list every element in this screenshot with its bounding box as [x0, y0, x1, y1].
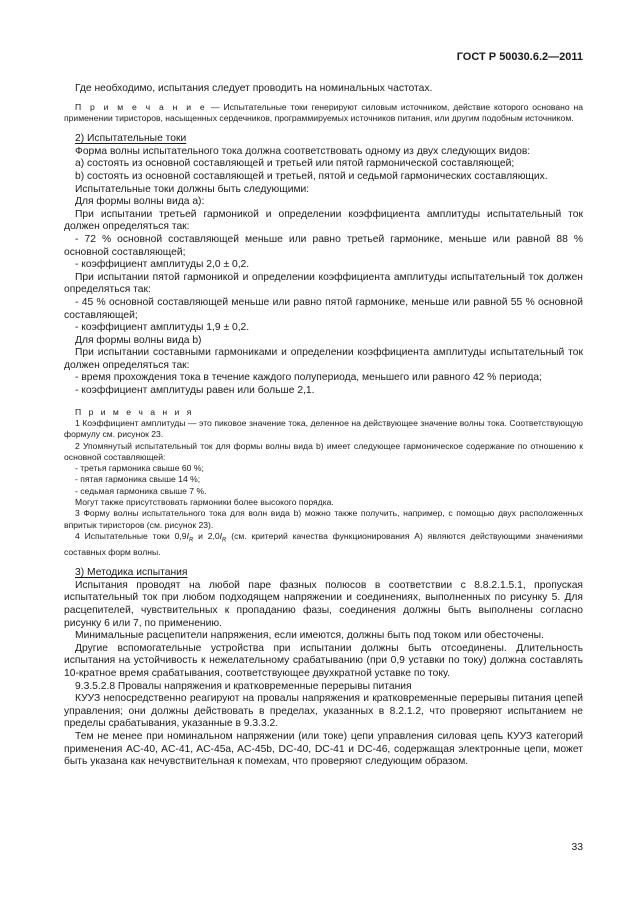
note-label: П р и м е ч а н и е — [75, 101, 208, 112]
paragraph: a) состоять из основной составляющей и третьей или пятой гармонической составляющей; — [75, 158, 515, 170]
note-text: (см. критерий качества функционирования А) являются действующими значениями составных форм волны. — [64, 530, 583, 557]
page-number: 33 — [571, 842, 583, 853]
section-heading-test-method — [64, 567, 583, 580]
current-symbol: I — [186, 530, 189, 541]
note-list-item: Могут также присутствовать гармоники более высокого порядка. — [75, 497, 334, 508]
note-list-item: - пятая гармоника свыше 14 %; — [75, 474, 201, 485]
note-text: и 2,0 — [193, 530, 220, 541]
clause-heading: 9.3.5.2.8 Провалы напряжения и кратковременные перерывы питания — [75, 680, 412, 692]
list-item: - 45 % основной составляющей меньше или равно пятой гармонике, меньше или равной 55 % основной составляющей; — [64, 296, 583, 321]
paragraph: Другие вспомогательные устройства при испытании должны быть отсоединены. Длительность испытания на устойчивость к нежелательному срабатыванию (при 0,9 уставки по току) должна составлять 10-кратное время срабатывания, соответствующее двухкратной уставке по току. — [64, 642, 583, 679]
paragraph: Минимальные расцепители напряжения, если имеются, должны быть под током или обесточены. — [75, 630, 544, 642]
list-item: - время прохождения тока в течение каждого полупериода, меньшего или равного 42 % периода; — [75, 372, 543, 384]
list-item: - коэффициент амплитуды 1,9 ± 0,2. — [75, 322, 250, 334]
note-item: 3 Форму волны испытательного тока для волн вида b) можно также получить, например, с помощью двух расположенных впритык тиристоров (см. рисунок 23). — [64, 508, 583, 530]
note-text: 4 Испытательные токи 0,9 — [75, 530, 187, 541]
page-body — [64, 83, 583, 769]
current-subscript: R — [222, 537, 227, 544]
note-paragraph — [64, 102, 583, 125]
note-list-item: - седьмая гармоника свыше 7 %. — [75, 485, 207, 496]
paragraph: Испытательные токи должны быть следующими: — [75, 183, 310, 195]
notes-heading — [64, 407, 583, 418]
document-code: ГОСТ Р 50030.6.2—2011 — [456, 51, 583, 63]
note-item: 2 Упомянутый испытательный ток для формы волны вида b) имеет следующее гармоническое содержание по отношению к основной составляющей: — [64, 440, 583, 462]
paragraph: b) состоять из основной составляющей и третьей, пятой и седьмой гармонических составляющих. — [75, 170, 548, 182]
current-subscript: R — [188, 537, 194, 544]
paragraph: КУУЗ непосредственно реагируют на провалы напряжения и кратковременные перерывы питания цепей управления; они должны действовать в пределах, указанных в 8.2.1.2, что проверяют испытанием не пределы срабатывания, указанные в 9.3.3.2. — [64, 693, 583, 730]
section-heading-text: 3) Методика испытания — [75, 567, 188, 579]
section-heading-text: 2) Испытательные токи — [75, 133, 187, 145]
paragraph: При испытании составными гармониками и определении коэффициента амплитуды испытательный ток должен определяться так: — [64, 347, 583, 371]
paragraph: Для формы волны вида b) — [75, 334, 202, 346]
paragraph: Тем не менее при номинальном напряжении (или токе) цепи управления силовая цепь КУУЗ категорий применения AC-40, AC-41, AC-45a, AC-45b, DC-40, DC-41 и DC-46, содержащая электронные цепи, может быть указана как нечувствительная к помехам, что проверяют следующим образом. — [64, 730, 583, 768]
note-item — [64, 531, 583, 558]
paragraph: Форма волны испытательного тока должна соответствовать одному из двух следующих видов: — [75, 145, 531, 157]
note-text: — Испытательные токи генерируют силовым источником, действие которого основано на применении тиристоров, насыщенных сердечников, программируемых источников питания, или другим подобным источником. — [64, 101, 584, 123]
section-heading-test-currents — [64, 133, 583, 146]
list-item: - коэффициент амплитуды 2,0 ± 0,2. — [75, 259, 250, 271]
paragraph: При испытании третьей гармоникой и определении коэффициента амплитуды испытательный ток должен определяться так: — [64, 208, 583, 233]
paragraph: Для формы волны вида a): — [75, 196, 205, 208]
list-item: - 72 % основной составляющей меньше или равно третьей гармонике, меньше или равной 88 % основной составляющей; — [64, 233, 583, 258]
paragraph: Испытания проводят на любой паре фазных полюсов в соответствии с 8.8.2.1.5.1, пропуская испытательный ток при любом подходящем напряжении и соединениях, выполненных по рисунку 5. Для расцепителей, чувствительных к пропаданию фазы, соединения должны быть выполнены согласно рисунку 6 или 7, по применению. — [64, 579, 583, 629]
current-symbol: I — [219, 530, 223, 541]
list-item: - коэффициент амплитуды равен или больше 2,1. — [75, 385, 315, 397]
paragraph: При испытании пятой гармоникой и определении коэффициента амплитуды испытательный ток должен определяться так: — [64, 271, 583, 296]
notes-label: П р и м е ч а н и я — [75, 406, 194, 417]
note-list-item: - третья гармоника свыше 60 %; — [75, 463, 204, 474]
intro-paragraph: Где необходимо, испытания следует проводить на номинальных частотах. — [75, 83, 433, 94]
note-item: 1 Коэффициент амплитуды — это пиковое значение тока, деленное на действующее значение волны тока. Соответствующую формулу см. рисунок 23. — [64, 417, 583, 440]
